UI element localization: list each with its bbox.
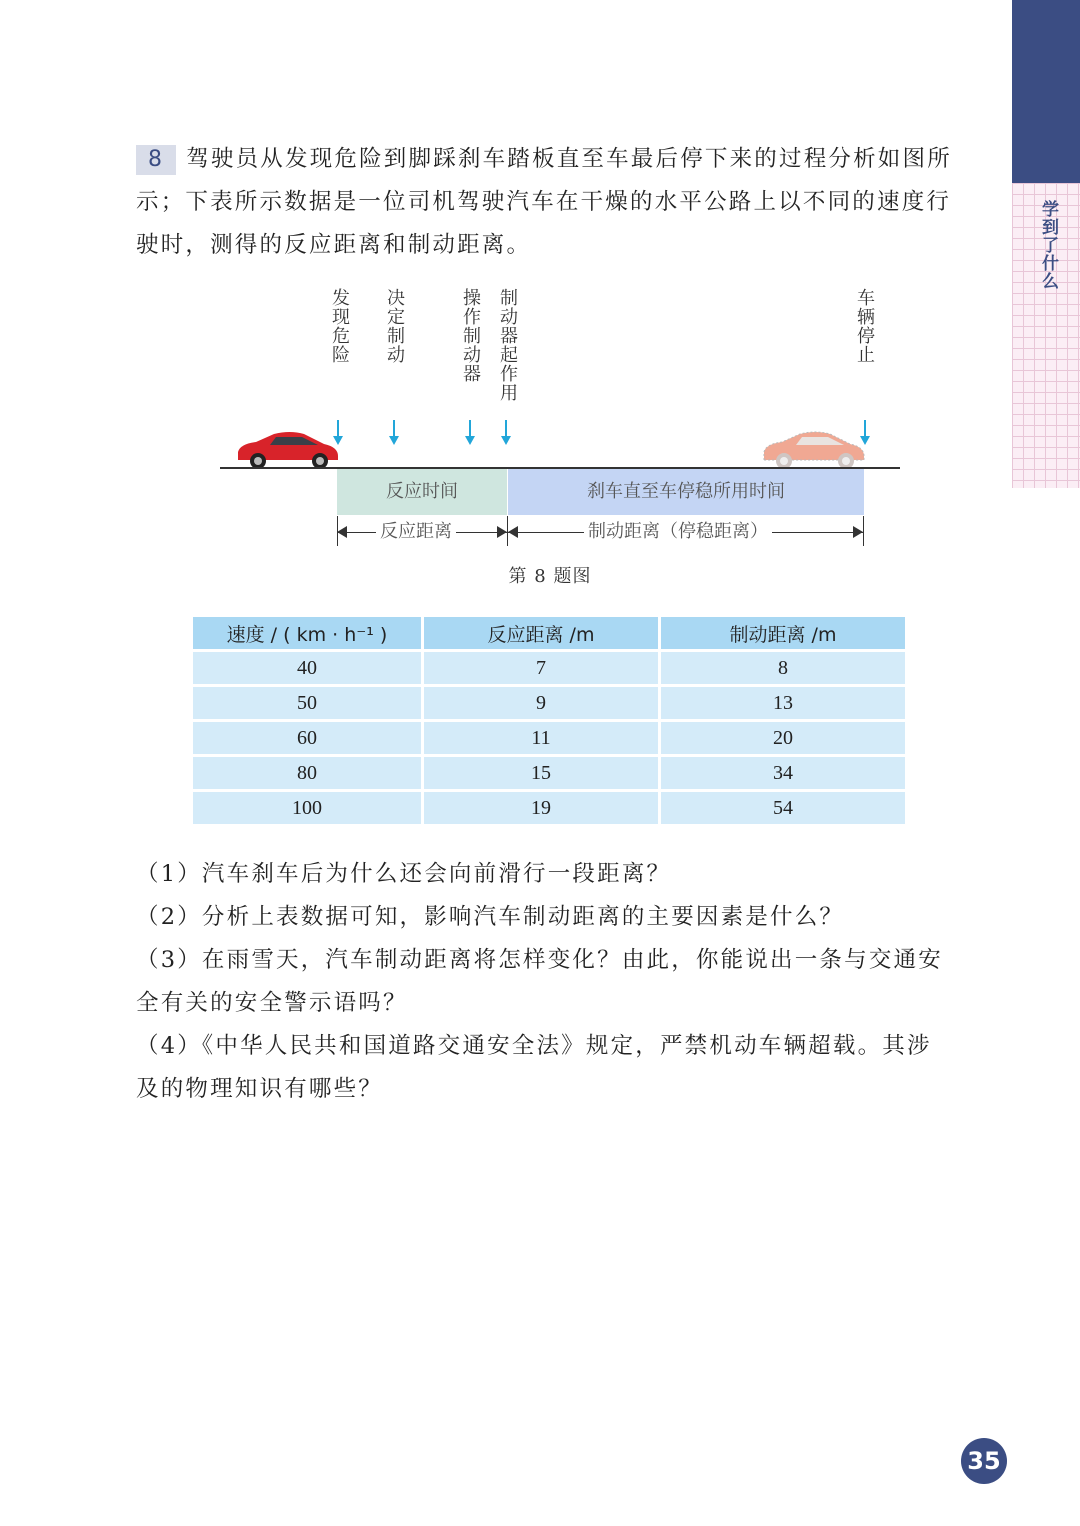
reaction-time-box: 反应时间 (337, 469, 507, 515)
sub-question-3-line-2: 全有关的安全警示语吗？ (136, 990, 408, 1016)
table-row (192, 686, 907, 721)
label-discover-danger: 发现危险 (329, 288, 350, 364)
cell-braking: 8 (660, 651, 907, 686)
intro-line-1 (136, 138, 966, 181)
chapter-side-tab (1012, 0, 1080, 488)
page-number: 35 (961, 1438, 1007, 1484)
table-row (192, 721, 907, 756)
cell-reaction: 11 (423, 721, 660, 756)
label-operate-brake: 操作制动器 (460, 288, 481, 383)
braking-time-box: 刹车直至车停稳所用时间 (508, 469, 864, 515)
arrow-left-icon (337, 526, 347, 538)
cell-speed: 40 (192, 651, 423, 686)
cell-speed: 80 (192, 756, 423, 791)
cell-braking: 13 (660, 686, 907, 721)
label-brake-effect: 制动器起作用 (497, 288, 518, 402)
sub-questions (136, 853, 966, 1111)
question-number: 8 (136, 145, 176, 175)
side-tab-label: 学到了什么 (1038, 200, 1058, 290)
braking-distance-label: 制动距离（停稳距离） (584, 518, 772, 546)
sub-question-4-line-2: 及的物理知识有哪些？ (136, 1076, 384, 1102)
arrow-down-icon (464, 420, 476, 446)
sub-question-3-line-1: （3）在雨雪天，汽车制动距离将怎样变化？由此，你能说出一条与交通安 (136, 947, 943, 973)
header-speed: 速度 / ( km · h⁻¹ ) (192, 616, 423, 651)
label-decide-brake: 决定制动 (384, 288, 405, 364)
cell-reaction: 15 (423, 756, 660, 791)
speed-distance-table (190, 614, 908, 827)
dim-tick (863, 516, 864, 546)
question-intro (136, 138, 966, 267)
arrow-right-icon (497, 526, 507, 538)
arrow-left-icon (508, 526, 518, 538)
cell-speed: 60 (192, 721, 423, 756)
cell-braking: 54 (660, 791, 907, 826)
sub-question-2: （2）分析上表数据可知，影响汽车制动距离的主要因素是什么？ (136, 904, 845, 930)
arrow-down-icon (388, 420, 400, 446)
cell-braking: 34 (660, 756, 907, 791)
table-header-row (192, 616, 907, 651)
sub-question-4-line-1: （4）《中华人民共和国道路交通安全法》规定，严禁机动车辆超载。其涉 (136, 1033, 932, 1059)
figure-caption: 第 8 题图 (508, 566, 592, 587)
intro-text-1: 驾驶员从发现危险到脚踩刹车踏板直至车最后停下来的过程分析如图所 (186, 146, 952, 172)
braking-diagram (210, 280, 910, 560)
arrow-right-icon (853, 526, 863, 538)
reaction-distance-label: 反应距离 (376, 518, 456, 546)
intro-line-3: 驶时，测得的反应距离和制动距离。 (136, 232, 532, 258)
side-tab-header (1012, 0, 1080, 183)
table-row (192, 651, 907, 686)
cell-reaction: 9 (423, 686, 660, 721)
intro-line-2: 示；下表所示数据是一位司机驾驶汽车在干燥的水平公路上以不同的速度行 (136, 189, 952, 215)
cell-speed: 100 (192, 791, 423, 826)
moving-car-icon (234, 430, 342, 470)
header-braking-distance: 制动距离 /m (660, 616, 907, 651)
cell-braking: 20 (660, 721, 907, 756)
arrow-down-icon (500, 420, 512, 446)
cell-reaction: 19 (423, 791, 660, 826)
sub-question-1: （1）汽车刹车后为什么还会向前滑行一段距离？ (136, 861, 672, 887)
table-row (192, 756, 907, 791)
table-row (192, 791, 907, 826)
cell-reaction: 7 (423, 651, 660, 686)
label-vehicle-stop: 车辆停止 (854, 288, 875, 364)
stopped-car-icon (760, 430, 868, 470)
cell-speed: 50 (192, 686, 423, 721)
header-reaction-distance: 反应距离 /m (423, 616, 660, 651)
